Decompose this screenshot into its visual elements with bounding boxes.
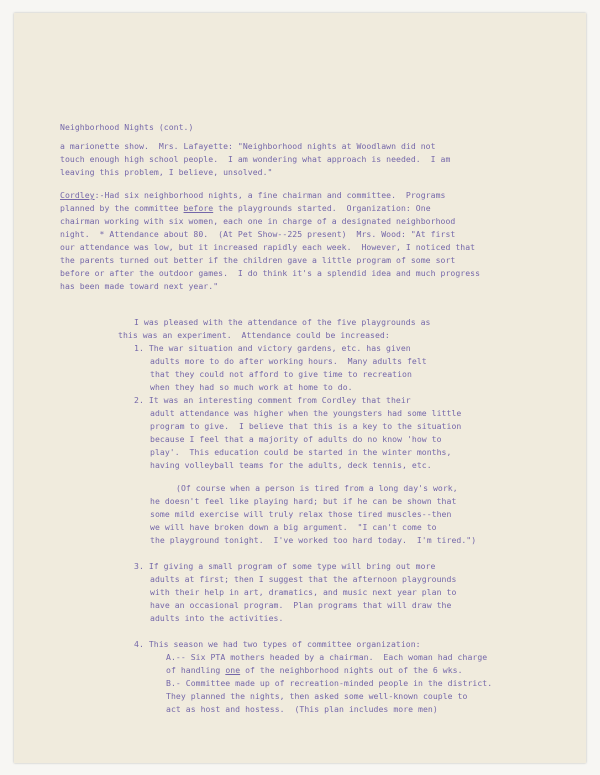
cordley-line: has been made toward next year." xyxy=(60,281,219,291)
item4-line: act as host and hostess. (This plan includes more men) xyxy=(166,704,438,714)
aside-line: (Of course when a person is tired from a long day's work, xyxy=(176,483,458,493)
cordley-line xyxy=(60,189,445,202)
cordley-line: night. * Attendance about 80. (At Pet Show--225 present) Mrs. Wood: "At first xyxy=(60,229,456,239)
cordley-line: before or after the outdoor games. I do think it's a splendid idea and much progress xyxy=(60,268,481,278)
para1-line: touch enough high school people. I am wondering what approach is needed. I am xyxy=(60,154,451,164)
cordley-line1-text: :-Had six neighborhood nights, a fine chairman and committee. Programs xyxy=(94,190,446,200)
para1-line: leaving this problem, I believe, unsolved." xyxy=(60,167,273,177)
cordley-line xyxy=(60,202,431,215)
item1-line: that they could not afford to give time to recreation xyxy=(150,369,412,379)
item4-a-post: of the neighborhood nights out of the 6 wks. xyxy=(240,665,463,675)
aside-line: some mild exercise will truly relax those tired muscles--then xyxy=(150,509,452,519)
item4-line: A.-- Six PTA mothers headed by a chairman. Each woman had charge xyxy=(166,652,488,662)
one-underlined: one xyxy=(225,665,241,675)
before-underlined: before xyxy=(183,203,214,213)
aside-line: the playground tonight. I've worked too hard today. I'm tired.") xyxy=(150,535,477,545)
item3-line: 3. If giving a small program of some type will bring out more xyxy=(134,561,436,571)
aside-line: we will have broken down a big argument. "I can't come to xyxy=(150,522,437,532)
item3-line: adults at first; then I suggest that the afternoon playgrounds xyxy=(150,574,457,584)
item2-line: play'. This education could be started in the winter months, xyxy=(150,447,452,457)
item4-line xyxy=(166,664,463,677)
item2-line: adult attendance was higher when the youngsters had some little xyxy=(150,408,462,418)
cordley-name: Cordley xyxy=(60,190,95,200)
item2-line: having volleyball teams for the adults, deck tennis, etc. xyxy=(150,460,432,470)
item2-line: 2. It was an interesting comment from Cordley that their xyxy=(134,395,411,405)
item1-line: 1. The war situation and victory gardens, etc. has given xyxy=(134,343,411,353)
item3-line: with their help in art, dramatics, and music next year plan to xyxy=(150,587,457,597)
cordley-line: our attendance was low, but it increased rapidly each week. However, I noticed that xyxy=(60,242,476,252)
item3-line: have an occasional program. Plan programs that will draw the xyxy=(150,600,452,610)
page-heading: Neighborhood Nights (cont.) xyxy=(60,122,194,132)
aside-line: he doesn't feel like playing hard; but if he can be shown that xyxy=(150,496,457,506)
intro-line: this was an experiment. Attendance could be increased: xyxy=(118,330,390,340)
cordley-line: chairman working with six women, each one in charge of a designated neighborhood xyxy=(60,216,456,226)
item4-a-pre: of handling xyxy=(166,665,226,675)
item1-line: when they had so much work at home to do. xyxy=(150,382,353,392)
intro-line: I was pleased with the attendance of the five playgrounds as xyxy=(134,317,431,327)
cordley-line2-pre: planned by the committee xyxy=(60,203,184,213)
item4-line: They planned the nights, then asked some well-known couple to xyxy=(166,691,468,701)
item4-line: B.- Committee made up of recreation-minded people in the district. xyxy=(166,678,493,688)
item3-line: adults into the activities. xyxy=(150,613,284,623)
cordley-line: the parents turned out better if the children gave a little program of some sort xyxy=(60,255,456,265)
item2-line: because I feel that a majority of adults do no know 'how to xyxy=(150,434,442,444)
item1-line: adults more to do after working hours. Many adults felt xyxy=(150,356,427,366)
item4-line: 4. This season we had two types of committee organization: xyxy=(134,639,421,649)
cordley-line2-post: the playgrounds started. Organization: One xyxy=(213,203,431,213)
item2-line: program to give. I believe that this is a key to the situation xyxy=(150,421,462,431)
para1-line: a marionette show. Mrs. Lafayette: "Neighborhood nights at Woodlawn did not xyxy=(60,141,436,151)
